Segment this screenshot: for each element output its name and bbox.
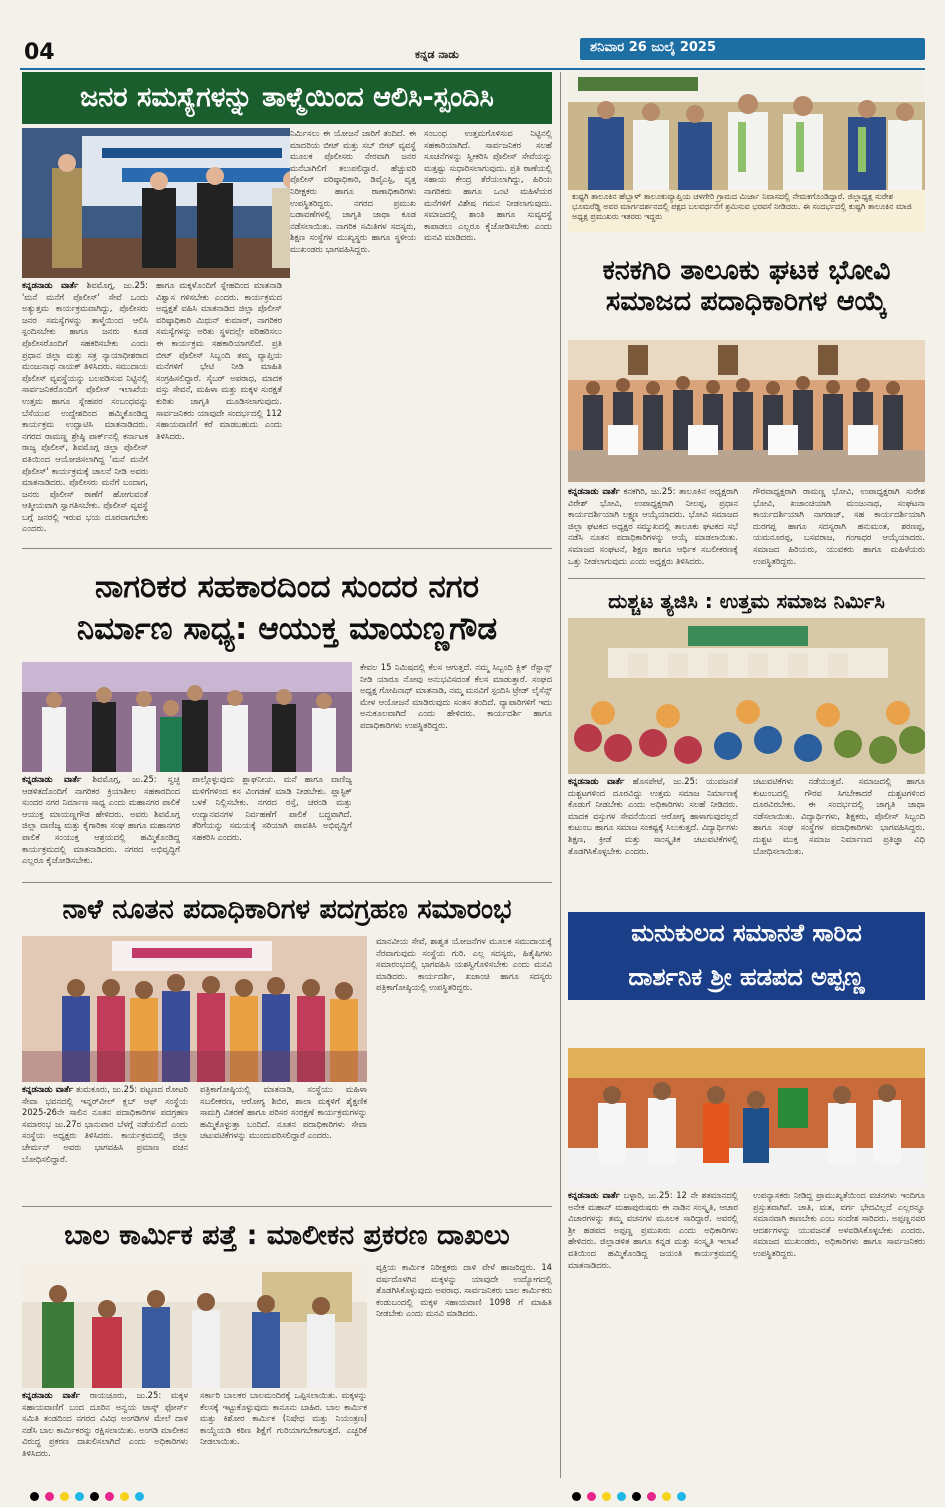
s4-headline-1: ನಾಗರಿಕರ ಸಹಕಾರದಿಂದ ಸುಂದರ ನಗರ <box>95 569 479 606</box>
s6-headline: ನಾಳೆ ನೂತನ ಪದಾಧಿಕಾರಿಗಳ ಪದಗ್ರಹಣ ಸಮಾರಂಭ <box>62 894 512 926</box>
s8-byline: ಕನ್ನಡನಾಡು ವಾರ್ತೆ <box>22 1390 80 1400</box>
s1-col-2: ಹಾಗೂ ಮಕ್ಕಳೊಂದಿಗೆ ಸ್ನೇಹದಿಂದ ಮಾತನಾಡಿ ವಿಶ್ವಾಸ ಗಳಿಸಬೇಕು ಎಂದರು. ಕಾರ್ಯಕ್ರಮದ ಅಧ್ಯಕ್ಷತೆ ವಹಿಸಿ ಮಾತನಾಡಿದ ಜಿಲ್ಲಾ ಪೊಲೀಸ್ ವರಿಷ್ಠಾಧಿಕಾರಿ ಮಿಥುನ್ ಕುಮಾರ್, ನಾಗರಿಕರ ಸಮಸ್ಯೆಗಳನ್ನು ಅರಿತು ಸ್ಥಳದಲ್ಲೇ ಪರಿಹರಿಸಲು ಈ ಕಾರ್ಯಕ್ರಮ ಸಹಕಾರಿಯಾಗಲಿದೆ. ಪ್ರತಿ ಬೀಟ್ ಪೊಲೀಸ್ ಸಿಬ್ಬಂದಿ ತಮ್ಮ ವ್ಯಾಪ್ತಿಯ ಮನೆಗಳಿಗೆ ಭೇಟಿ ನೀಡಿ ಮಾಹಿತಿ ಸಂಗ್ರಹಿಸಲಿದ್ದಾರೆ. ಸೈಬರ್ ಅಪರಾಧ, ಮಾದಕ ವಸ್ತು ಸೇವನೆ, ಮಹಿಳಾ ಮತ್ತು ಮಕ್ಕಳ ಸುರಕ್ಷತೆ ಕುರಿತು ಜಾಗೃತಿ ಮೂಡಿಸಲಾಗುವುದು. ಸಾರ್ವಜನಿಕರು ಯಾವುದೇ ಸಂದರ್ಭದಲ್ಲಿ 112 ಸಹಾಯವಾಣಿಗೆ ಕರೆ ಮಾಡಬಹುದು ಎಂದು ತಿಳಿಸಿದರು. <box>156 280 282 441</box>
s8-photo <box>22 1262 367 1388</box>
s4-photo <box>22 662 352 772</box>
s6-text-1: ತುಮಕೂರು, ಜು.25: ಪಟ್ಟಣದ ರೋಟರಿ ಸೇವಾ ಭವನದಲ್ಲಿ ಇನ್ನರ್‌ವೀಲ್ ಕ್ಲಬ್ ಆಫ್ ಸಂಸ್ಥೆಯ 2025-26ನೇ ಸಾಲಿನ ನೂತನ ಪದಾಧಿಕಾರಿಗಳ ಪದಗ್ರಹಣ ಸಮಾರಂಭ ಜು.27ರ ಭಾನುವಾರ ಬೆಳಗ್ಗೆ ನಡೆಯಲಿದೆ ಎಂದು ಸಂಸ್ಥೆಯ ಅಧ್ಯಕ್ಷರು ತಿಳಿಸಿದರು. ಕಾರ್ಯಕ್ರಮದಲ್ಲಿ ಜಿಲ್ಲಾ ಚೇರ್ಮನ್ ಅವರು ಭಾಗವಹಿಸಿ ಪ್ರಮಾಣ ವಚನ ಬೋಧಿಸಲಿದ್ದಾರೆ. <box>22 1084 188 1164</box>
registration-dot <box>647 1492 656 1501</box>
registration-dot <box>45 1492 54 1501</box>
s7-col-1 <box>568 1190 738 1472</box>
s4-col-2: ಪಾಲ್ಗೊಳ್ಳುವುದು ಶ್ಲಾಘನೀಯ. ಮನೆ ಹಾಗೂ ವಾಣಿಜ್ಯ ಮಳಿಗೆಗಳಿಂದ ಕಸ ವಿಂಗಡಣೆ ಮಾಡಿ ನೀಡಬೇಕು. ಪ್ಲಾಸ್ಟಿಕ್ ಬಳಕೆ ನಿಲ್ಲಿಸಬೇಕು. ನಗರದ ರಸ್ತೆ, ಚರಂಡಿ ಮತ್ತು ಉದ್ಯಾನವನಗಳ ನಿರ್ವಹಣೆಗೆ ಪಾಲಿಕೆ ಬದ್ಧವಾಗಿದೆ. ತೆರಿಗೆಯನ್ನು ಸಮಯಕ್ಕೆ ಸರಿಯಾಗಿ ಪಾವತಿಸಿ ಅಭಿವೃದ್ಧಿಗೆ ಸಹಕರಿಸಿ ಎಂದರು. <box>192 774 352 842</box>
paper-name: ಕನ್ನಡ ನಾಡು <box>415 48 459 61</box>
s4-text-1: ಶಿವಮೊಗ್ಗ, ಜು.25: ಸ್ವಚ್ಛ ಆಡಳಿತದೊಂದಿಗೆ ನಾಗರಿಕರ ಕ್ರಿಯಾಶೀಲ ಸಹಕಾರದಿಂದ ಸುಂದರ ನಗರ ನಿರ್ಮಾಣ ಸಾಧ್ಯ ಎಂದು ಮಹಾನಗರ ಪಾಲಿಕೆ ಆಯುಕ್ತ ಮಾಯಣ್ಣಗೌಡ ಹೇಳಿದರು. ಅವರು ಶಿವಮೊಗ್ಗ ಜಿಲ್ಲಾ ವಾಣಿಜ್ಯ ಮತ್ತು ಕೈಗಾರಿಕಾ ಸಂಘ ಹಾಗೂ ಮಹಾನಗರ ಪಾಲಿಕೆ ಸಂಯುಕ್ತ ಆಶ್ರಯದಲ್ಲಿ ಹಮ್ಮಿಕೊಂಡಿದ್ದ ಕಾರ್ಯಕ್ರಮದಲ್ಲಿ ಮಾತನಾಡಿದರು. ನಗರದ ಅಭಿವೃದ್ಧಿಗೆ ಎಲ್ಲರೂ ಕೈಜೋಡಿಸಬೇಕು. <box>22 774 180 866</box>
s5-col-1 <box>568 776 738 908</box>
s8-top-rule <box>22 1206 552 1207</box>
s6-photo <box>22 936 367 1082</box>
s4-body <box>22 774 352 874</box>
s1-col-1 <box>22 280 148 542</box>
registration-dot <box>90 1492 99 1501</box>
center-column-rule <box>560 72 561 1478</box>
s8-right-text <box>376 1262 552 1478</box>
s6-col-2: ಪತ್ರಿಕಾಗೋಷ್ಠಿಯಲ್ಲಿ ಮಾತನಾಡಿ, ಸಂಸ್ಥೆಯು ಮಹಿಳಾ ಸಬಲೀಕರಣ, ಆರೋಗ್ಯ ಶಿಬಿರ, ಶಾಲಾ ಮಕ್ಕಳಿಗೆ ಶೈಕ್ಷಣಿಕ ಸಾಮಗ್ರಿ ವಿತರಣೆ ಹಾಗೂ ಪರಿಸರ ಸಂರಕ್ಷಣೆ ಕಾರ್ಯಕ್ರಮಗಳನ್ನು ಹಮ್ಮಿಕೊಳ್ಳುತ್ತಾ ಬಂದಿದೆ. ನೂತನ ಪದಾಧಿಕಾರಿಗಳು ಸೇವಾ ಚಟುವಟಿಕೆಗಳನ್ನು ಮುಂದುವರಿಸಲಿದ್ದಾರೆ ಎಂದರು. <box>200 1084 367 1141</box>
registration-dot <box>677 1492 686 1501</box>
s1-byline: ಕನ್ನಡನಾಡು ವಾರ್ತೆ <box>22 280 79 290</box>
s3-headline: ಕನಕಗಿರಿ ತಾಲೂಕು ಘಟಕ ಭೋವಿ ಸಮಾಜದ ಪದಾಧಿಕಾರಿಗಳ ಆಯ್ಕೆ <box>602 254 891 317</box>
registration-dot <box>632 1492 641 1501</box>
s7-text-1: ಬಳ್ಳಾರಿ, ಜು.25: 12 ನೇ ಶತಮಾನದಲ್ಲಿ ಅನೇಕ ಮಹಾನ್ ಮಹಾಪುರುಷರು ಈ ನಾಡಿನ ಸಂಸ್ಕೃತಿ, ಆಚಾರ ವಿಚಾರಗಳನ್ನು ತಮ್ಮ ವಚನಗಳ ಮೂಲಕ ಸಾರಿದ್ದಾರೆ. ಅವರಲ್ಲಿ ಶ್ರೀ ಹಡಪದ ಅಪ್ಪಣ್ಣ ಪ್ರಮುಖರು ಎಂದು ಅಧಿಕಾರಿಗಳು ಹೇಳಿದರು. ಜಿಲ್ಲಾಡಳಿತ ಹಾಗೂ ಕನ್ನಡ ಮತ್ತು ಸಂಸ್ಕೃತಿ ಇಲಾಖೆ ವತಿಯಿಂದ ಹಮ್ಮಿಕೊಂಡಿದ್ದ ಜಯಂತಿ ಕಾರ್ಯಕ್ರಮದಲ್ಲಿ ಮಾತನಾಡಿದರು. <box>568 1190 738 1270</box>
s8-text-1: ರಾಯಚೂರು, ಜು.25: ಮಕ್ಕಳ ಸಹಾಯವಾಣಿಗೆ ಬಂದ ದೂರಿನ ಅನ್ವಯ ಟಾಸ್ಕ್ ಫೋರ್ಸ್ ಸಮಿತಿ ತಂಡದಿಂದ ನಗರದ ವಿವಿಧ ಅಂಗಡಿಗಳ ಮೇಲೆ ದಾಳಿ ನಡೆಸಿ ಬಾಲ ಕಾರ್ಮಿಕರನ್ನು ರಕ್ಷಿಸಲಾಯಿತು. ಅಂಗಡಿ ಮಾಲೀಕನ ವಿರುದ್ಧ ಪ್ರಕರಣ ದಾಖಲಿಸಲಾಗಿದೆ ಎಂದು ಅಧಿಕಾರಿಗಳು ತಿಳಿಸಿದರು. <box>22 1390 188 1458</box>
s3-col-2: ಗೌರವಾಧ್ಯಕ್ಷರಾಗಿ ರಾಮಣ್ಣ ಭೋವಿ, ಉಪಾಧ್ಯಕ್ಷರಾಗಿ ಸುರೇಶ ಭೋವಿ, ಖಜಾಂಚಿಯಾಗಿ ಮಂಜುನಾಥ, ಸಂಘಟನಾ ಕಾರ್ಯದರ್ಶಿಯಾಗಿ ನಾಗರಾಜ್, ಸಹ ಕಾರ್ಯದರ್ಶಿಯಾಗಿ ದುರಗಪ್ಪ ಹಾಗೂ ಸದಸ್ಯರಾಗಿ ಹನುಮಂತ, ಶರಣಪ್ಪ, ಯಮನೂರಪ್ಪ, ಬಸವರಾಜ, ಗಂಗಾಧರ ಆಯ್ಕೆಯಾದರು. ಸಮಾಜದ ಹಿರಿಯರು, ಯುವಕರು ಹಾಗೂ ಮಹಿಳೆಯರು ಉಪಸ್ಥಿತರಿದ್ದರು. <box>753 486 925 566</box>
s7-headline-2: ದಾರ್ಶನಿಕ ಶ್ರೀ ಹಡಪದ ಅಪ್ಪಣ್ಣ <box>568 956 925 1000</box>
s8-headline: ಬಾಲ ಕಾರ್ಮಿಕ ಪತ್ತೆ : ಮಾಲೀಕನ ಪ್ರಕರಣ ದಾಖಲು <box>64 1220 510 1252</box>
registration-dot <box>120 1492 129 1501</box>
s6-col-3: ಮಾನವೀಯ ಸೇವೆ, ಶಾಶ್ವತ ಯೋಜನೆಗಳ ಮೂಲಕ ಸಮುದಾಯಕ್ಕೆ ನೆರವಾಗುವುದು ಸಂಸ್ಥೆಯ ಗುರಿ. ಎಲ್ಲ ಸದಸ್ಯರು, ಹಿತೈಷಿಗಳು ಸಮಾರಂಭದಲ್ಲಿ ಭಾಗವಹಿಸಿ ಯಶಸ್ವಿಗೊಳಿಸಬೇಕು ಎಂದು ಮನವಿ ಮಾಡಿದರು. ಕಾರ್ಯದರ್ಶಿ, ಖಜಾಂಚಿ ಹಾಗೂ ಸದಸ್ಯರು ಪತ್ರಿಕಾಗೋಷ್ಠಿಯಲ್ಲಿ ಉಪಸ್ಥಿತರಿದ್ದರು. <box>376 936 552 993</box>
s1-headline: ಜನರ ಸಮಸ್ಯೆಗಳನ್ನು ತಾಳ್ಮೆಯಿಂದ ಆಲಿಸಿ-ಸ್ಪಂದಿಸಿ <box>22 72 552 124</box>
s4-right-text <box>360 662 552 874</box>
s6-byline: ಕನ್ನಡನಾಡು ವಾರ್ತೆ <box>22 1084 74 1094</box>
s7-byline: ಕನ್ನಡನಾಡು ವಾರ್ತೆ <box>568 1190 620 1200</box>
s8-col-3: ವ್ಯಕ್ತಿಯ ಕಾರ್ಮಿಕ ನಿರೀಕ್ಷಕರು ದಾಳಿ ವೇಳೆ ಹಾಜರಿದ್ದರು. 14 ವರ್ಷದೊಳಗಿನ ಮಕ್ಕಳನ್ನು ಯಾವುದೇ ಉದ್ಯೋಗದಲ್ಲಿ ತೊಡಗಿಸಿಕೊಳ್ಳುವುದು ಅಪರಾಧ. ಸಾರ್ವಜನಿಕರು ಬಾಲ ಕಾರ್ಮಿಕರು ಕಂಡುಬಂದಲ್ಲಿ ಮಕ್ಕಳ ಸಹಾಯವಾಣಿ 1098 ಗೆ ಮಾಹಿತಿ ನೀಡಬೇಕು ಎಂದು ಮನವಿ ಮಾಡಿದರು. <box>376 1262 552 1319</box>
date-banner: ಶನಿವಾರ 26 ಜುಲೈ 2025 <box>580 38 925 60</box>
s7-headline-1: ಮನುಕುಲದ ಸಮಾನತೆ ಸಾರಿದ <box>568 912 925 956</box>
registration-dot <box>662 1492 671 1501</box>
s1-col-4-top: ಸಂಬಂಧ ಉತ್ತಮಗೊಳಿಸುವ ನಿಟ್ಟಿನಲ್ಲಿ ಸಹಕಾರಿಯಾಗಿದೆ. ಸಾರ್ವಜನಿಕರ ಸಲಹೆ ಸೂಚನೆಗಳನ್ನು ಸ್ವೀಕರಿಸಿ ಪೊಲೀಸ್ ಸೇವೆಯನ್ನು ಮತ್ತಷ್ಟು ಸುಧಾರಿಸಲಾಗುವುದು. ಪ್ರತಿ ಠಾಣೆಯಲ್ಲಿ ಸಹಾಯ ಕೇಂದ್ರ ತೆರೆಯಲಾಗಿದ್ದು, ಹಿರಿಯ ನಾಗರಿಕರು ಹಾಗೂ ಒಂಟಿ ಮಹಿಳೆಯರ ಮನೆಗಳಿಗೆ ವಿಶೇಷ ಗಮನ ನೀಡಲಾಗುವುದು. ಸಮಾಜದಲ್ಲಿ ಶಾಂತಿ ಹಾಗೂ ಸುವ್ಯವಸ್ಥೆ ಕಾಪಾಡಲು ಎಲ್ಲರೂ ಕೈಜೋಡಿಸಬೇಕು ಎಂದು ಮನವಿ ಮಾಡಿದರು. <box>424 128 552 243</box>
s2-photo <box>568 72 925 190</box>
s1-col-3-top: ನಿರ್ಮಿಸಲು ಈ ಯೋಜನೆ ಜಾರಿಗೆ ತಂದಿದೆ. ಈ ಮಾದರಿಯ ಬೀಟ್ ಮತ್ತು ಸಬ್ ಬೀಟ್ ವ್ಯವಸ್ಥೆ ಮೂಲಕ ಪೊಲೀಸರು ನೇರವಾಗಿ ಜನರ ಮನೆಬಾಗಿಲಿಗೆ ತಲುಪಲಿದ್ದಾರೆ. ಹೆಚ್ಚುವರಿ ಪೊಲೀಸ್ ವರಿಷ್ಠಾಧಿಕಾರಿ, ಡಿವೈಎಸ್ಪಿ, ವೃತ್ತ ನಿರೀಕ್ಷಕರು ಹಾಗೂ ಠಾಣಾಧಿಕಾರಿಗಳು ಉಪಸ್ಥಿತರಿದ್ದರು. ನಗರದ ಪ್ರಮುಖ ಬಡಾವಣೆಗಳಲ್ಲಿ ಜಾಗೃತಿ ಜಾಥಾ ಕೂಡ ನಡೆಸಲಾಯಿತು. ನಾಗರಿಕ ಸಮಿತಿಗಳ ಸದಸ್ಯರು, ಶಿಕ್ಷಣ ಸಂಸ್ಥೆಗಳ ಮುಖ್ಯಸ್ಥರು ಹಾಗೂ ಸ್ಥಳೀಯ ಮುಖಂಡರು ಭಾಗವಹಿಸಿದ್ದರು. <box>290 128 416 254</box>
page-number: 04 <box>24 40 55 65</box>
s4-byline: ಕನ್ನಡನಾಡು ವಾರ್ತೆ <box>22 774 82 784</box>
s3-col-1 <box>568 486 738 574</box>
s3-byline: ಕನ್ನಡನಾಡು ವಾರ್ತೆ <box>568 486 620 496</box>
registration-dot <box>135 1492 144 1501</box>
s3-body <box>568 486 925 574</box>
s7-body <box>568 1190 925 1472</box>
registration-dot <box>617 1492 626 1501</box>
registration-dot <box>602 1492 611 1501</box>
registration-dot <box>587 1492 596 1501</box>
s5-body <box>568 776 925 908</box>
masthead-rule <box>20 68 925 70</box>
registration-marks-right <box>572 1492 686 1501</box>
s5-col-2: ಚಟುವಟಿಕೆಗಳು ನಡೆಯುತ್ತವೆ. ಸಮಾಜದಲ್ಲಿ ಹಾಗೂ ಕುಟುಂಬದಲ್ಲಿ ಗೌರವ ಸಿಗಬೇಕಾದರೆ ದುಶ್ಚಟಗಳಿಂದ ದೂರವಿರಬೇಕು. ಈ ಸಂದರ್ಭದಲ್ಲಿ ಜಾಗೃತಿ ಜಾಥಾ ನಡೆಸಲಾಯಿತು. ವಿದ್ಯಾರ್ಥಿಗಳು, ಶಿಕ್ಷಕರು, ಪೊಲೀಸ್ ಸಿಬ್ಬಂದಿ ಹಾಗೂ ಸಂಘ ಸಂಸ್ಥೆಗಳ ಪದಾಧಿಕಾರಿಗಳು ಭಾಗವಹಿಸಿದ್ದರು. ದುಶ್ಚಟ ಮುಕ್ತ ಸಮಾಜ ನಿರ್ಮಾಣದ ಪ್ರತಿಜ್ಞಾ ವಿಧಿ ಬೋಧಿಸಲಾಯಿತು. <box>753 776 925 856</box>
registration-dot <box>105 1492 114 1501</box>
s5-text-1: ಹೊಸಪೇಟೆ, ಜು.25: ಯುವಜನತೆ ದುಶ್ಚಟಗಳಿಂದ ದೂರವಿದ್ದು ಉತ್ತಮ ಸಮಾಜ ನಿರ್ಮಾಣಕ್ಕೆ ಕೊಡುಗೆ ನೀಡಬೇಕು ಎಂದು ಅಧಿಕಾರಿಗಳು ಸಲಹೆ ನೀಡಿದರು. ಮಾದಕ ವಸ್ತುಗಳ ಸೇವನೆಯಿಂದ ಆರೋಗ್ಯ ಹಾಳಾಗುವುದಲ್ಲದೆ ಕುಟುಂಬ ಹಾಗೂ ಸಮಾಜ ಸಂಕಷ್ಟಕ್ಕೆ ಸಿಲುಕುತ್ತದೆ. ವಿದ್ಯಾರ್ಥಿಗಳು ಶಿಕ್ಷಣ, ಕ್ರೀಡೆ ಮತ್ತು ಸಾಂಸ್ಕೃತಿಕ ಚಟುವಟಿಕೆಗಳಲ್ಲಿ ತೊಡಗಿಸಿಕೊಳ್ಳಬೇಕು ಎಂದರು. <box>568 776 738 856</box>
s5-top-rule <box>568 578 925 579</box>
registration-dot <box>60 1492 69 1501</box>
s1-col-4 <box>424 280 552 542</box>
s4-headline-2: ನಿರ್ಮಾಣ ಸಾಧ್ಯ: ಆಯುಕ್ತ ಮಾಯಣ್ಣಗೌಡ <box>76 611 498 648</box>
s7-photo <box>568 1048 925 1188</box>
s4-top-rule <box>22 548 552 549</box>
s8-body <box>22 1390 367 1478</box>
s3-text-1: ಕನಕಗಿರಿ, ಜು.25: ತಾಲೂಕಿನ ಅಧ್ಯಕ್ಷರಾಗಿ ವಿರೇಶ್ ಭೋವಿ, ಉಪಾಧ್ಯಕ್ಷರಾಗಿ ನೀಲಪ್ಪ, ಪ್ರಧಾನ ಕಾರ್ಯದರ್ಶಿಯಾಗಿ ಲಕ್ಷ್ಮಣ ಆಯ್ಕೆಯಾದರು. ಭೋವಿ ಸಮಾಜದ ಜಿಲ್ಲಾ ಘಟಕದ ಅಧ್ಯಕ್ಷರ ಸಮ್ಮುಖದಲ್ಲಿ ತಾಲೂಕು ಘಟಕದ ಸಭೆ ನಡೆಸಿ ನೂತನ ಪದಾಧಿಕಾರಿಗಳನ್ನು ಆಯ್ಕೆ ಮಾಡಲಾಯಿತು. ಸಮಾಜದ ಸಂಘಟನೆ, ಶಿಕ್ಷಣ ಹಾಗೂ ಆರ್ಥಿಕ ಸಬಲೀಕರಣಕ್ಕೆ ಒತ್ತು ನೀಡಲಾಗುವುದು ಎಂದು ಅಧ್ಯಕ್ಷರು ತಿಳಿಸಿದರು. <box>568 486 738 566</box>
s6-right-text <box>376 936 552 1198</box>
s8-col-2: ಸರ್ಕಾರಿ ಬಾಲಕರ ಬಾಲಮಂದಿರಕ್ಕೆ ಒಪ್ಪಿಸಲಾಯಿತು. ಮಕ್ಕಳನ್ನು ಕೆಲಸಕ್ಕೆ ಇಟ್ಟುಕೊಳ್ಳುವುದು ಕಾನೂನು ಬಾಹಿರ. ಬಾಲ ಕಾರ್ಮಿಕ ಮತ್ತು ಕಿಶೋರ ಕಾರ್ಮಿಕ (ನಿಷೇಧ ಮತ್ತು ನಿಯಂತ್ರಣ) ಕಾಯ್ದೆಯಡಿ ಕಠಿಣ ಶಿಕ್ಷೆಗೆ ಗುರಿಯಾಗಬೇಕಾಗುತ್ತದೆ. ಎಚ್ಚರಿಕೆ ನೀಡಲಾಯಿತು. <box>200 1390 367 1447</box>
registration-marks-left <box>30 1492 144 1501</box>
s1-right-text <box>290 128 552 278</box>
s8-col-1 <box>22 1390 188 1478</box>
s6-col-1 <box>22 1084 188 1198</box>
registration-dot <box>30 1492 39 1501</box>
s6-top-rule <box>22 882 552 883</box>
s1-body <box>22 280 552 542</box>
registration-dot <box>572 1492 581 1501</box>
s1-col-3 <box>290 280 416 542</box>
s3-photo <box>568 340 925 482</box>
s6-body <box>22 1084 367 1198</box>
s5-byline: ಕನ್ನಡನಾಡು ವಾರ್ತೆ <box>568 776 625 786</box>
s5-photo <box>568 618 925 774</box>
s4-col-3: ಕೇವಲ 15 ನಿಮಿಷದಲ್ಲಿ ಕೆಲಸ ಆಗುತ್ತದೆ. ನಮ್ಮ ಸಿಬ್ಬಂದಿ ಕ್ಲಿಕ್ ರೆಸ್ಪಾನ್ಸ್ ನೀಡಿ ಯಾರೂ ನೋವು ಅನುಭವಿಸದಂತೆ ಕೆಲಸ ಮಾಡುತ್ತಾರೆ. ಸಂಘದ ಅಧ್ಯಕ್ಷ ಗೋಪಿನಾಥ್ ಮಾತನಾಡಿ, ನಮ್ಮ ಮನವಿಗೆ ಸ್ಪಂದಿಸಿ ಟ್ರೇಡ್ ಲೈಸೆನ್ಸ್ ಮೇಳ ಆಯೋಜನೆ ಮಾಡಿರುವುದು ಸಂತಸ ತಂದಿದೆ. ವ್ಯಾಪಾರಿಗಳಿಗೆ ಇದು ಅನುಕೂಲವಾಗಿದೆ ಎಂದು ಹೇಳಿದರು. ಕಾರ್ಯದರ್ಶಿ ಹಾಗೂ ಪದಾಧಿಕಾರಿಗಳು ಉಪಸ್ಥಿತರಿದ್ದರು. <box>360 662 552 730</box>
s5-headline: ದುಶ್ಚಟ ತ್ಯಜಿಸಿ : ಉತ್ತಮ ಸಮಾಜ ನಿರ್ಮಿಸಿ <box>608 588 885 613</box>
masthead <box>20 36 925 70</box>
s4-col-1 <box>22 774 180 874</box>
s7-col-2: ಉಪನ್ಯಾಸಕರು ನೀಡಿದ್ದ ಪ್ರಾಮುಖ್ಯತೆಯಿಂದ ವಚನಗಳು ಇಂದಿಗೂ ಪ್ರಸ್ತುತವಾಗಿವೆ. ಜಾತಿ, ಮತ, ವರ್ಗ ಭೇದವಿಲ್ಲದೆ ಎಲ್ಲರನ್ನೂ ಸಮಾನವಾಗಿ ಕಾಣಬೇಕು ಎಂಬ ಸಂದೇಶ ಸಾರಿದರು. ಅಪ್ಪಣ್ಣನವರ ಆದರ್ಶಗಳನ್ನು ಯುವಜನತೆ ಅಳವಡಿಸಿಕೊಳ್ಳಬೇಕು ಎಂದರು. ಸಮಾಜದ ಮುಖಂಡರು, ಅಧಿಕಾರಿಗಳು ಹಾಗೂ ಸಾರ್ವಜನಿಕರು ಉಪಸ್ಥಿತರಿದ್ದರು. <box>753 1190 925 1258</box>
registration-dot <box>75 1492 84 1501</box>
s2-caption: ಕುಷ್ಟಗಿ ತಾಲೂಕಿನ ಹೆಬ್ಬಾಳ್ ತಾಲೂಕುವ್ಯಾಪ್ತಿಯ ಚಳಗೇರಿ ಗ್ರಾಮದ ಮಿರ್ಜಾ ನಿವಾಸದಲ್ಲಿ ನೇಮಕಗೊಂಡಿದ್ದಾರೆ. ಜಿಲ್ಲಾಧ್ಯಕ್ಷ ಸುರೇಶ ಭೂಮರೆಡ್ಡಿ ಅವರ ಮಾರ್ಗದರ್ಶನದಲ್ಲಿ ಪಕ್ಷದ ಬಲವರ್ಧನೆಗೆ ಶ್ರಮಿಸುವ ಭರವಸೆ ನೀಡಿದರು. ಈ ಸಂದರ್ಭದಲ್ಲಿ ಕುಷ್ಟಗಿ ತಾಲೂಕಿನ ಮಾಜಿ ಅಧ್ಯಕ್ಷ ಪ್ರಮುಖರು ಇತರರು ಇದ್ದರು <box>568 190 925 232</box>
s1-text-1: ಶಿವಮೊಗ್ಗ, ಜು.25: 'ಮನೆ ಮನೆಗೆ ಪೊಲೀಸ್' ಸೇವೆ ಒಂದು ಅತ್ಯುತ್ತಮ ಕಾರ್ಯಕ್ರಮವಾಗಿದ್ದು, ಪೊಲೀಸರು ಜನರ ಸಮಸ್ಯೆಗಳನ್ನು ತಾಳ್ಮೆಯಿಂದ ಆಲಿಸಿ ಸ್ಪಂದಿಸಬೇಕು ಹಾಗೂ ಜನರು ಕೂಡ ಪೊಲೀಸರೊಂದಿಗೆ ಸಹಕರಿಸಬೇಕು ಎಂದು ಪ್ರಧಾನ ಜಿಲ್ಲಾ ಮತ್ತು ಸತ್ರ ನ್ಯಾಯಾಧೀಶರಾದ ಮಂಜುನಾಥ ನಾಯಕ್ ತಿಳಿಸಿದರು. ಸಮುದಾಯ ಪೊಲೀಸ್ ವ್ಯವಸ್ಥೆಯನ್ನು ಬಲಪಡಿಸುವ ನಿಟ್ಟಿನಲ್ಲಿ ಸಾರ್ವಜನಿಕರೊಂದಿಗೆ ಪೊಲೀಸ್ ಇಲಾಖೆಯ ಉತ್ತಮ ಹಾಗೂ ಸ್ನೇಹಪರ ಸಂಬಂಧವನ್ನು ಬೆಸೆಯುವ ಉದ್ದೇಶದಿಂದ ಹಮ್ಮಿಕೊಂಡಿದ್ದ ಕಾರ್ಯಕ್ರಮ ಉದ್ಘಾಟಿಸಿ ಮಾತನಾಡಿದರು. ನಗರದ ರಾಮಣ್ಣ ಶ್ರೇಷ್ಠಿ ಪಾರ್ಕ್‌ನಲ್ಲಿ ಕರ್ನಾಟಕ ರಾಜ್ಯ ಪೊಲೀಸ್, ಶಿವಮೊಗ್ಗ ಜಿಲ್ಲಾ ಪೊಲೀಸ್ ವತಿಯಿಂದ ಆಯೋಜಿಸಲಾಗಿದ್ದ 'ಮನೆ ಮನೆಗೆ ಪೊಲೀಸ್' ಕಾರ್ಯಕ್ರಮಕ್ಕೆ ಚಾಲನೆ ನೀಡಿ ಅವರು ಮಾತನಾಡಿದರು. ಪೊಲೀಸರು ಮನೆಗೆ ಬಂದಾಗ, ಜನರು ಪೊಲೀಸ್ ಠಾಣೆಗೆ ಹೋಗುವಂತೆ ಆತ್ಮೀಯವಾಗಿ ಸ್ವಾಗತಿಸಬೇಕು. ಪೊಲೀಸ್ ವ್ಯವಸ್ಥೆ ಬಗ್ಗೆ ಜನರಲ್ಲಿ ಇರುವ ಭಯ ದೂರವಾಗಬೇಕು ಎಂದರು. <box>22 280 148 534</box>
